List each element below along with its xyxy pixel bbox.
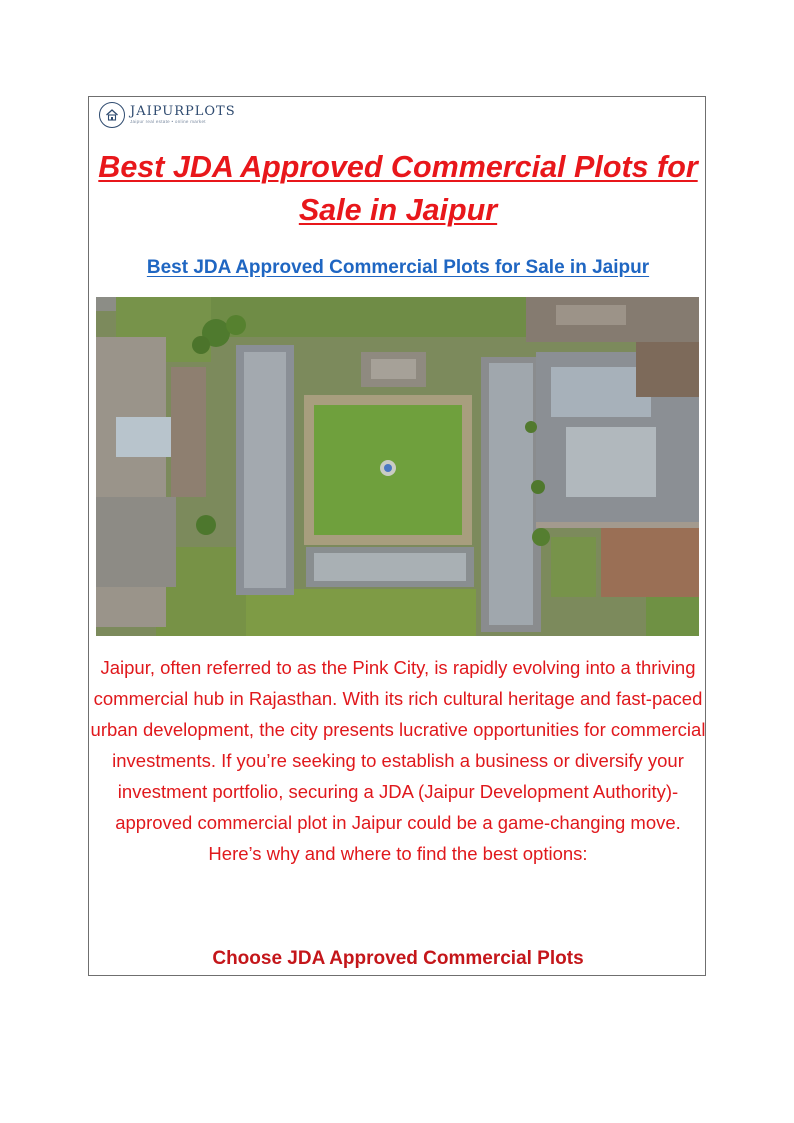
- intro-paragraph: Jaipur, often referred to as the Pink City, is rapidly evolving into a thriving commercial hub in Rajasthan. With its rich cultural heritage and fast-paced urban development, the city presents lucrative opportunities for commercial investments. If you’re seeking to establish a business or diversify your investment portfolio, securing a JDA (Jaipur Development Authority)-approved commercial plot in Jaipur could be a game-changing move. Here’s why and where to find the best options:: [90, 657, 706, 864]
- logo-name: JAIPURPLOTS: [130, 104, 236, 119]
- page-frame: [88, 96, 706, 976]
- section-heading: Choose JDA Approved Commercial Plots: [212, 948, 584, 969]
- subtitle-link[interactable]: Best JDA Approved Commercial Plots for Sale in Jaipur: [146, 257, 650, 278]
- aerial-view-image: [96, 297, 699, 636]
- house-icon: [99, 102, 125, 128]
- logo-tagline: Jaipur real estate • online market: [130, 119, 206, 124]
- page-title: Best JDA Approved Commercial Plots for Sale in Jaipur: [98, 150, 698, 227]
- logo[interactable]: [99, 99, 236, 131]
